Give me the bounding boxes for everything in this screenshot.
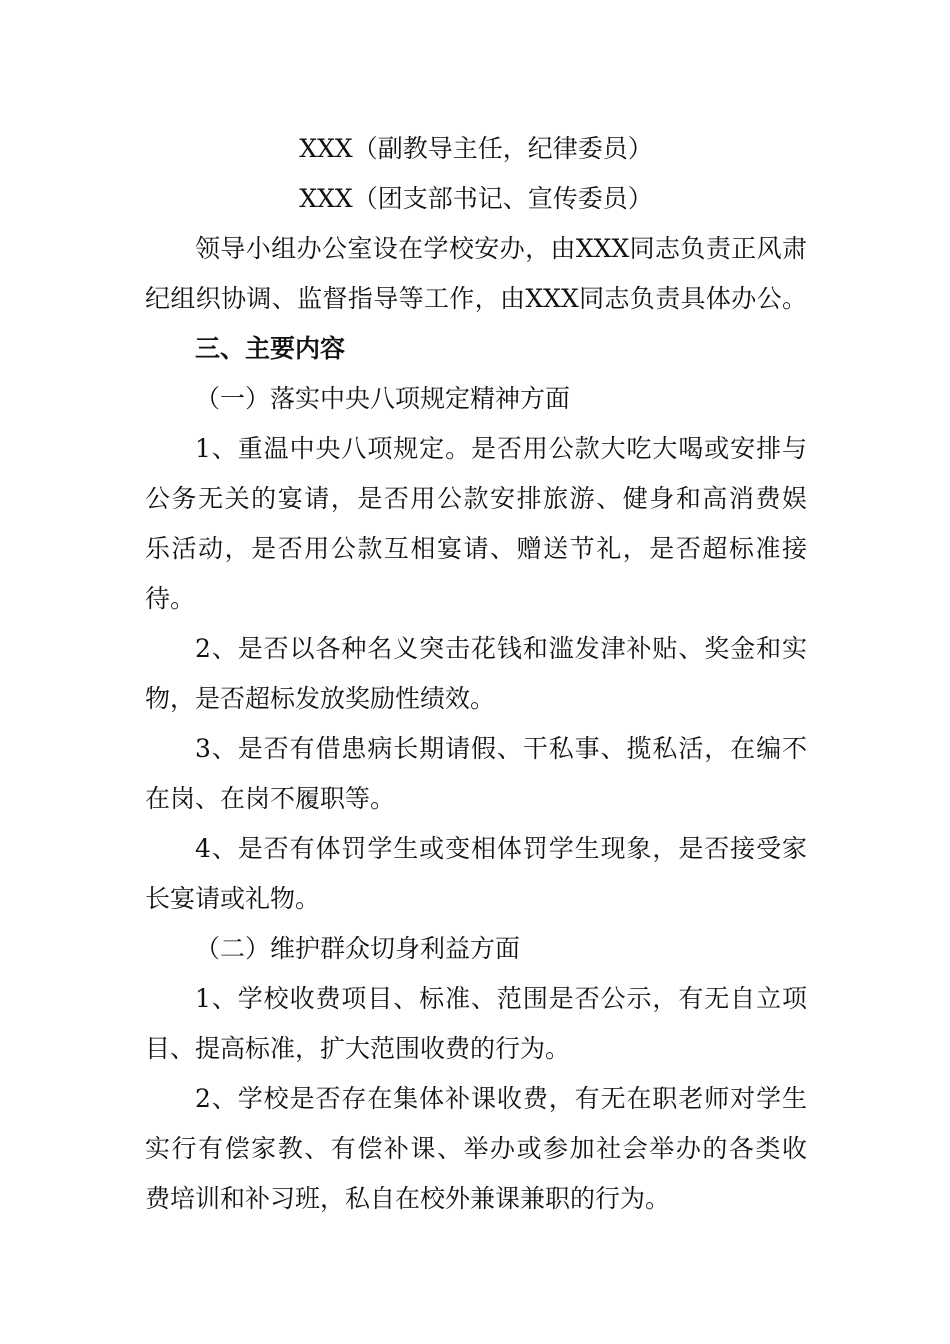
item-1-1-line-2: 公务无关的宴请，是否用公款安排旅游、健身和高消费娱 [145,484,807,513]
item-1-2-line-2: 物，是否超标发放奖励性绩效。 [145,684,496,713]
item-1-4-line-2: 长宴请或礼物。 [145,884,321,913]
item-1-3-line-2: 在岗、在岗不履职等。 [145,784,396,813]
subsection-heading-public-interest: （二）维护群众切身利益方面 [195,934,521,963]
member-line-2: XXX（团支部书记、宣传委员） [299,184,653,213]
item-1-4-line-1: 4、是否有体罚学生或变相体罚学生现象，是否接受家 [195,834,807,863]
member-line-1: XXX（副教导主任，纪律委员） [299,134,653,163]
item-2-2-line-2: 实行有偿家教、有偿补课、举办或参加社会举办的各类收 [145,1134,807,1163]
office-paragraph-line-2: 纪组织协调、监督指导等工作，由XXX同志负责具体办公。 [145,284,807,313]
item-1-2-line-1: 2、是否以各种名义突击花钱和滥发津补贴、奖金和实 [195,634,807,663]
item-2-1-line-1: 1、学校收费项目、标准、范围是否公示，有无自立项 [195,984,807,1013]
item-1-1-line-3: 乐活动，是否用公款互相宴请、赠送节礼，是否超标准接 [145,534,807,563]
office-paragraph-line-1: 领导小组办公室设在学校安办，由XXX同志负责正风肃 [195,234,807,263]
item-2-2-line-3: 费培训和补习班，私自在校外兼课兼职的行为。 [145,1184,671,1213]
item-1-1-line-1: 1、重温中央八项规定。是否用公款大吃大喝或安排与 [195,434,807,463]
section-heading-main-content: 三、主要内容 [195,334,346,363]
item-2-1-line-2: 目、提高标准，扩大范围收费的行为。 [145,1034,571,1063]
item-2-2-line-1: 2、学校是否存在集体补课收费，有无在职老师对学生 [195,1084,807,1113]
subsection-heading-eight-rules: （一）落实中央八项规定精神方面 [195,384,571,413]
item-1-1-line-4: 待。 [145,584,196,613]
item-1-3-line-1: 3、是否有借患病长期请假、干私事、揽私活，在编不 [195,734,807,763]
